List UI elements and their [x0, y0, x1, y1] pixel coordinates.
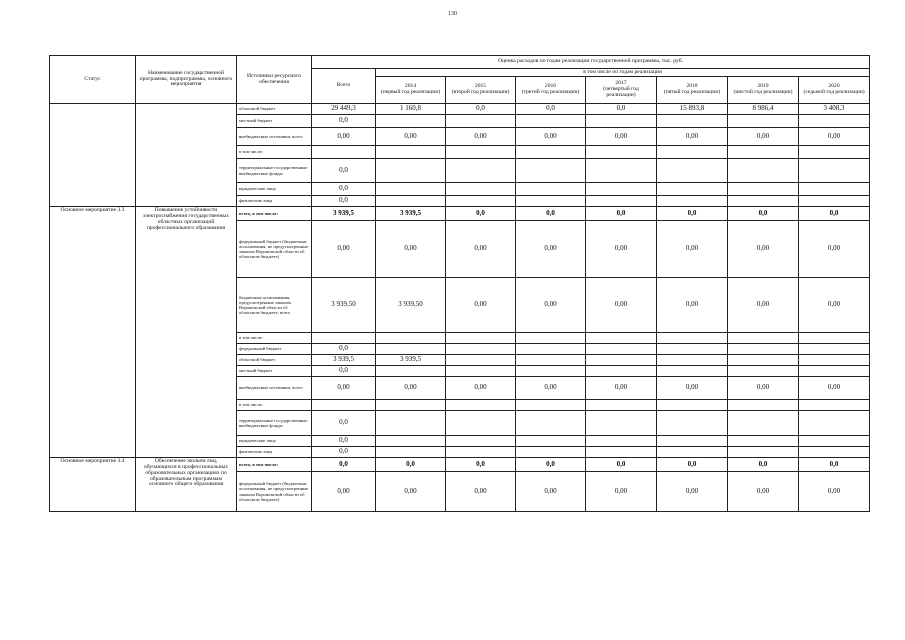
value-year-cell — [516, 411, 586, 436]
value-year-cell: 0,00 — [516, 128, 586, 146]
value-year-cell — [376, 115, 446, 128]
value-year-cell — [728, 183, 799, 196]
value-year-cell — [446, 400, 516, 411]
value-year-cell — [446, 447, 516, 458]
value-year-cell — [376, 344, 446, 355]
value-year-cell: 0,0 — [446, 458, 516, 472]
value-total: 0,0 — [312, 436, 376, 447]
value-total: 3 939,5 — [312, 207, 376, 221]
value-total: 29 449,3 — [312, 104, 376, 115]
value-year-cell: 0,0 — [799, 207, 870, 221]
value-year-cell — [657, 436, 728, 447]
value-year-cell — [657, 400, 728, 411]
value-year-cell — [799, 183, 870, 196]
value-year-cell: 0,00 — [376, 221, 446, 278]
header-year-2016 — [516, 77, 586, 104]
value-year-cell — [657, 366, 728, 377]
source-cell: бюджетные ассигнования, предусмотренные законом Воронежской области об областном бюджете, всего — [237, 278, 312, 333]
table-row — [50, 207, 870, 221]
value-year-cell: 0,00 — [586, 128, 657, 146]
value-year-cell — [376, 436, 446, 447]
value-year-cell — [586, 344, 657, 355]
value-year-cell: 0,0 — [728, 207, 799, 221]
value-year-cell — [376, 146, 446, 159]
value-year-cell — [516, 146, 586, 159]
header-year-2019 — [728, 77, 799, 104]
table-header — [50, 56, 870, 104]
value-year-cell: 0,0 — [799, 458, 870, 472]
value-year-cell — [446, 196, 516, 207]
value-year-cell: 0,00 — [586, 221, 657, 278]
value-year-cell — [799, 159, 870, 183]
value-year-cell — [728, 333, 799, 344]
source-cell: федеральный бюджет (бюджетные ассигнования, не предусмотренные законом Воронежской области об областном бюджете) — [237, 472, 312, 512]
value-year-cell — [657, 344, 728, 355]
header-year-2014 — [376, 77, 446, 104]
value-year-cell — [799, 411, 870, 436]
year-label: 2014 — [404, 83, 417, 90]
value-year-cell — [799, 115, 870, 128]
section-name: Повышение устойчивости электроснабжения государственных областных организаций профессионального образования — [136, 207, 237, 458]
value-year-cell — [376, 333, 446, 344]
value-year-cell — [586, 447, 657, 458]
value-year-cell — [799, 333, 870, 344]
value-year-cell — [728, 196, 799, 207]
value-total: 0,0 — [312, 196, 376, 207]
value-year-cell: 0,00 — [657, 377, 728, 400]
header-year-2020 — [799, 77, 870, 104]
value-year-cell — [586, 159, 657, 183]
value-year-cell — [657, 411, 728, 436]
year-note: (первый год реализации) — [380, 89, 441, 95]
source-cell: областной бюджет — [237, 355, 312, 366]
value-year-cell: 0,00 — [446, 128, 516, 146]
value-year-cell — [516, 159, 586, 183]
value-total: 0,0 — [312, 183, 376, 196]
value-year-cell — [516, 447, 586, 458]
value-year-cell — [728, 159, 799, 183]
value-year-cell — [516, 333, 586, 344]
value-year-cell — [516, 436, 586, 447]
value-year-cell — [516, 115, 586, 128]
value-year-cell: 0,00 — [446, 377, 516, 400]
value-year-cell — [586, 400, 657, 411]
value-year-cell: 0,00 — [376, 472, 446, 512]
value-year-cell: 0,00 — [728, 472, 799, 512]
source-cell: юридические лица — [237, 183, 312, 196]
value-year-cell — [516, 400, 586, 411]
source-cell: в том числе: — [237, 400, 312, 411]
value-year-cell — [799, 355, 870, 366]
header-program: Наименование государственной программы, подпрограммы, основного мероприятия — [136, 56, 237, 104]
section-name: Обеспечение жильем лиц, обучающихся в профессиональных образовательных организациях по образовательным программам основного общего образования — [136, 458, 237, 512]
source-cell: в том числе: — [237, 333, 312, 344]
value-year-cell: 3 939,5 — [376, 207, 446, 221]
value-year-cell: 0,0 — [376, 458, 446, 472]
value-year-cell — [657, 333, 728, 344]
value-year-cell: 0,00 — [586, 377, 657, 400]
value-year-cell: 0,00 — [516, 278, 586, 333]
value-year-cell: 0,00 — [799, 221, 870, 278]
value-total: 0,00 — [312, 128, 376, 146]
value-year-cell: 0,00 — [799, 377, 870, 400]
year-note: (третий год реализации) — [521, 89, 580, 95]
value-year-cell — [799, 436, 870, 447]
year-label: 2016 — [544, 83, 557, 90]
value-year-cell — [376, 447, 446, 458]
value-year-cell — [586, 366, 657, 377]
value-year-cell — [586, 355, 657, 366]
value-year-cell — [657, 115, 728, 128]
value-year-cell — [376, 159, 446, 183]
value-year-cell: 0,00 — [446, 221, 516, 278]
value-year-cell: 0,00 — [799, 278, 870, 333]
source-cell: всего, в том числе: — [237, 458, 312, 472]
value-year-cell — [657, 183, 728, 196]
value-year-cell: 0,00 — [657, 472, 728, 512]
value-year-cell — [799, 447, 870, 458]
source-cell: всего, в том числе: — [237, 207, 312, 221]
budget-table — [49, 55, 870, 512]
value-total: 0,0 — [312, 159, 376, 183]
year-note: (седьмой год реализации) — [803, 89, 865, 95]
header-estimate: Оценка расходов по годам реализации государственной программы, тыс. руб. — [312, 56, 870, 69]
header-incl-years: в том числе по годам реализации — [376, 69, 870, 77]
value-total: 0,0 — [312, 115, 376, 128]
value-year-cell: 0,0 — [516, 458, 586, 472]
value-year-cell — [586, 411, 657, 436]
value-year-cell — [376, 400, 446, 411]
value-year-cell: 0,00 — [446, 278, 516, 333]
value-year-cell — [657, 355, 728, 366]
value-year-cell — [586, 146, 657, 159]
value-total: 0,0 — [312, 458, 376, 472]
source-cell: внебюджетные источники, всего — [237, 377, 312, 400]
value-total: 0,0 — [312, 447, 376, 458]
value-year-cell — [657, 447, 728, 458]
value-year-cell: 0,00 — [446, 472, 516, 512]
value-year-cell — [799, 366, 870, 377]
value-year-cell: 0,00 — [516, 472, 586, 512]
year-label: 2017 — [615, 80, 627, 87]
value-year-cell — [446, 159, 516, 183]
value-year-cell — [446, 344, 516, 355]
section-status: Основное мероприятие 3.3 — [50, 207, 136, 458]
value-year-cell — [516, 183, 586, 196]
section-status: Основное мероприятие 3.4 — [50, 458, 136, 512]
year-label: 2020 — [828, 83, 840, 90]
value-year-cell — [799, 344, 870, 355]
source-cell: федеральный бюджет (бюджетные ассигнования, не предусмотренные законом Воронежской области об областном бюджете) — [237, 221, 312, 278]
header-total: Всего — [312, 69, 376, 104]
source-cell: в том числе: — [237, 146, 312, 159]
value-year-cell: 0,00 — [516, 221, 586, 278]
value-year-cell — [446, 183, 516, 196]
value-total: 0,0 — [312, 366, 376, 377]
year-label: 2015 — [474, 83, 487, 90]
value-year-cell — [376, 366, 446, 377]
value-total: 0,0 — [312, 344, 376, 355]
value-year-cell — [586, 436, 657, 447]
value-year-cell — [728, 436, 799, 447]
value-year-cell — [446, 146, 516, 159]
value-year-cell — [446, 333, 516, 344]
value-year-cell: 0,0 — [516, 207, 586, 221]
value-year-cell: 0,00 — [586, 278, 657, 333]
value-year-cell: 8 986,4 — [728, 104, 799, 115]
value-year-cell — [728, 447, 799, 458]
value-year-cell — [446, 355, 516, 366]
value-year-cell — [516, 344, 586, 355]
value-year-cell — [799, 146, 870, 159]
value-year-cell — [586, 196, 657, 207]
value-total — [312, 400, 376, 411]
value-year-cell — [728, 146, 799, 159]
value-year-cell: 0,00 — [586, 472, 657, 512]
value-year-cell: 15 893,8 — [657, 104, 728, 115]
value-year-cell — [376, 411, 446, 436]
source-cell: юридические лица — [237, 436, 312, 447]
header-status: Статус — [50, 56, 136, 104]
value-year-cell: 3 939,5 — [376, 355, 446, 366]
year-label: 2018 — [686, 83, 698, 90]
value-year-cell — [376, 183, 446, 196]
value-year-cell: 0,00 — [728, 278, 799, 333]
header-source: Источники ресурсного обеспечения — [237, 56, 312, 104]
table-body — [50, 104, 870, 512]
table-row — [50, 104, 870, 115]
value-year-cell — [728, 115, 799, 128]
source-cell: территориальные государственные внебюджетные фонды — [237, 411, 312, 436]
value-total — [312, 333, 376, 344]
source-cell: внебюджетные источники, всего — [237, 128, 312, 146]
value-total: 0,00 — [312, 377, 376, 400]
source-cell: местный бюджет — [237, 115, 312, 128]
value-year-cell: 0,0 — [657, 458, 728, 472]
value-year-cell: 0,00 — [728, 128, 799, 146]
value-total: 3 939,50 — [312, 278, 376, 333]
value-year-cell: 0,00 — [657, 221, 728, 278]
value-year-cell — [446, 436, 516, 447]
source-cell: физические лица — [237, 196, 312, 207]
value-year-cell: 0,00 — [516, 377, 586, 400]
value-year-cell — [728, 366, 799, 377]
value-total: 0,00 — [312, 472, 376, 512]
value-year-cell: 3 408,3 — [799, 104, 870, 115]
value-total: 0,00 — [312, 221, 376, 278]
header-year-2018 — [657, 77, 728, 104]
value-year-cell — [799, 400, 870, 411]
value-year-cell — [728, 400, 799, 411]
value-year-cell: 0,00 — [799, 472, 870, 512]
value-year-cell: 0,0 — [586, 458, 657, 472]
value-year-cell: 0,0 — [516, 104, 586, 115]
value-year-cell: 0,00 — [376, 377, 446, 400]
value-total — [312, 146, 376, 159]
value-year-cell — [728, 411, 799, 436]
value-year-cell: 0,00 — [376, 128, 446, 146]
source-cell: территориальные государственные внебюджетные фонды — [237, 159, 312, 183]
table-row — [50, 458, 870, 472]
value-year-cell — [657, 146, 728, 159]
value-year-cell: 0,0 — [446, 207, 516, 221]
year-note: (шестой год реализации) — [733, 89, 793, 95]
value-year-cell — [516, 196, 586, 207]
value-year-cell — [586, 183, 657, 196]
year-note: (пятый год реализации) — [663, 89, 721, 95]
value-total: 3 939,5 — [312, 355, 376, 366]
source-cell: физические лица — [237, 447, 312, 458]
header-year-2017 — [586, 77, 657, 104]
source-cell: федеральный бюджет — [237, 344, 312, 355]
value-year-cell: 1 160,8 — [376, 104, 446, 115]
value-year-cell: 3 939,50 — [376, 278, 446, 333]
value-year-cell — [446, 115, 516, 128]
value-year-cell: 0,0 — [657, 207, 728, 221]
year-note: (четвертый год реализации) — [603, 86, 639, 98]
value-year-cell: 0,00 — [728, 221, 799, 278]
value-year-cell: 0,00 — [657, 128, 728, 146]
value-year-cell: 0,00 — [657, 278, 728, 333]
value-year-cell — [586, 333, 657, 344]
value-year-cell: 0,0 — [586, 104, 657, 115]
source-cell: местный бюджет — [237, 366, 312, 377]
value-year-cell: 0,0 — [446, 104, 516, 115]
value-year-cell: 0,0 — [586, 207, 657, 221]
section-status — [50, 104, 136, 207]
value-year-cell — [799, 196, 870, 207]
value-year-cell — [728, 355, 799, 366]
value-year-cell — [516, 355, 586, 366]
year-note: (второй год реализации) — [451, 89, 510, 95]
value-year-cell — [657, 159, 728, 183]
value-year-cell: 0,00 — [728, 377, 799, 400]
value-year-cell — [446, 366, 516, 377]
value-year-cell: 0,00 — [799, 128, 870, 146]
year-label: 2019 — [757, 83, 769, 90]
source-cell: областной бюджет — [237, 104, 312, 115]
value-year-cell — [657, 196, 728, 207]
value-year-cell — [516, 366, 586, 377]
page-number: 130 — [448, 11, 457, 17]
section-name — [136, 104, 237, 207]
value-year-cell: 0,0 — [728, 458, 799, 472]
value-year-cell — [376, 196, 446, 207]
value-year-cell — [586, 115, 657, 128]
header-year-2015 — [446, 77, 516, 104]
value-total: 0,0 — [312, 411, 376, 436]
value-year-cell — [728, 344, 799, 355]
value-year-cell — [446, 411, 516, 436]
